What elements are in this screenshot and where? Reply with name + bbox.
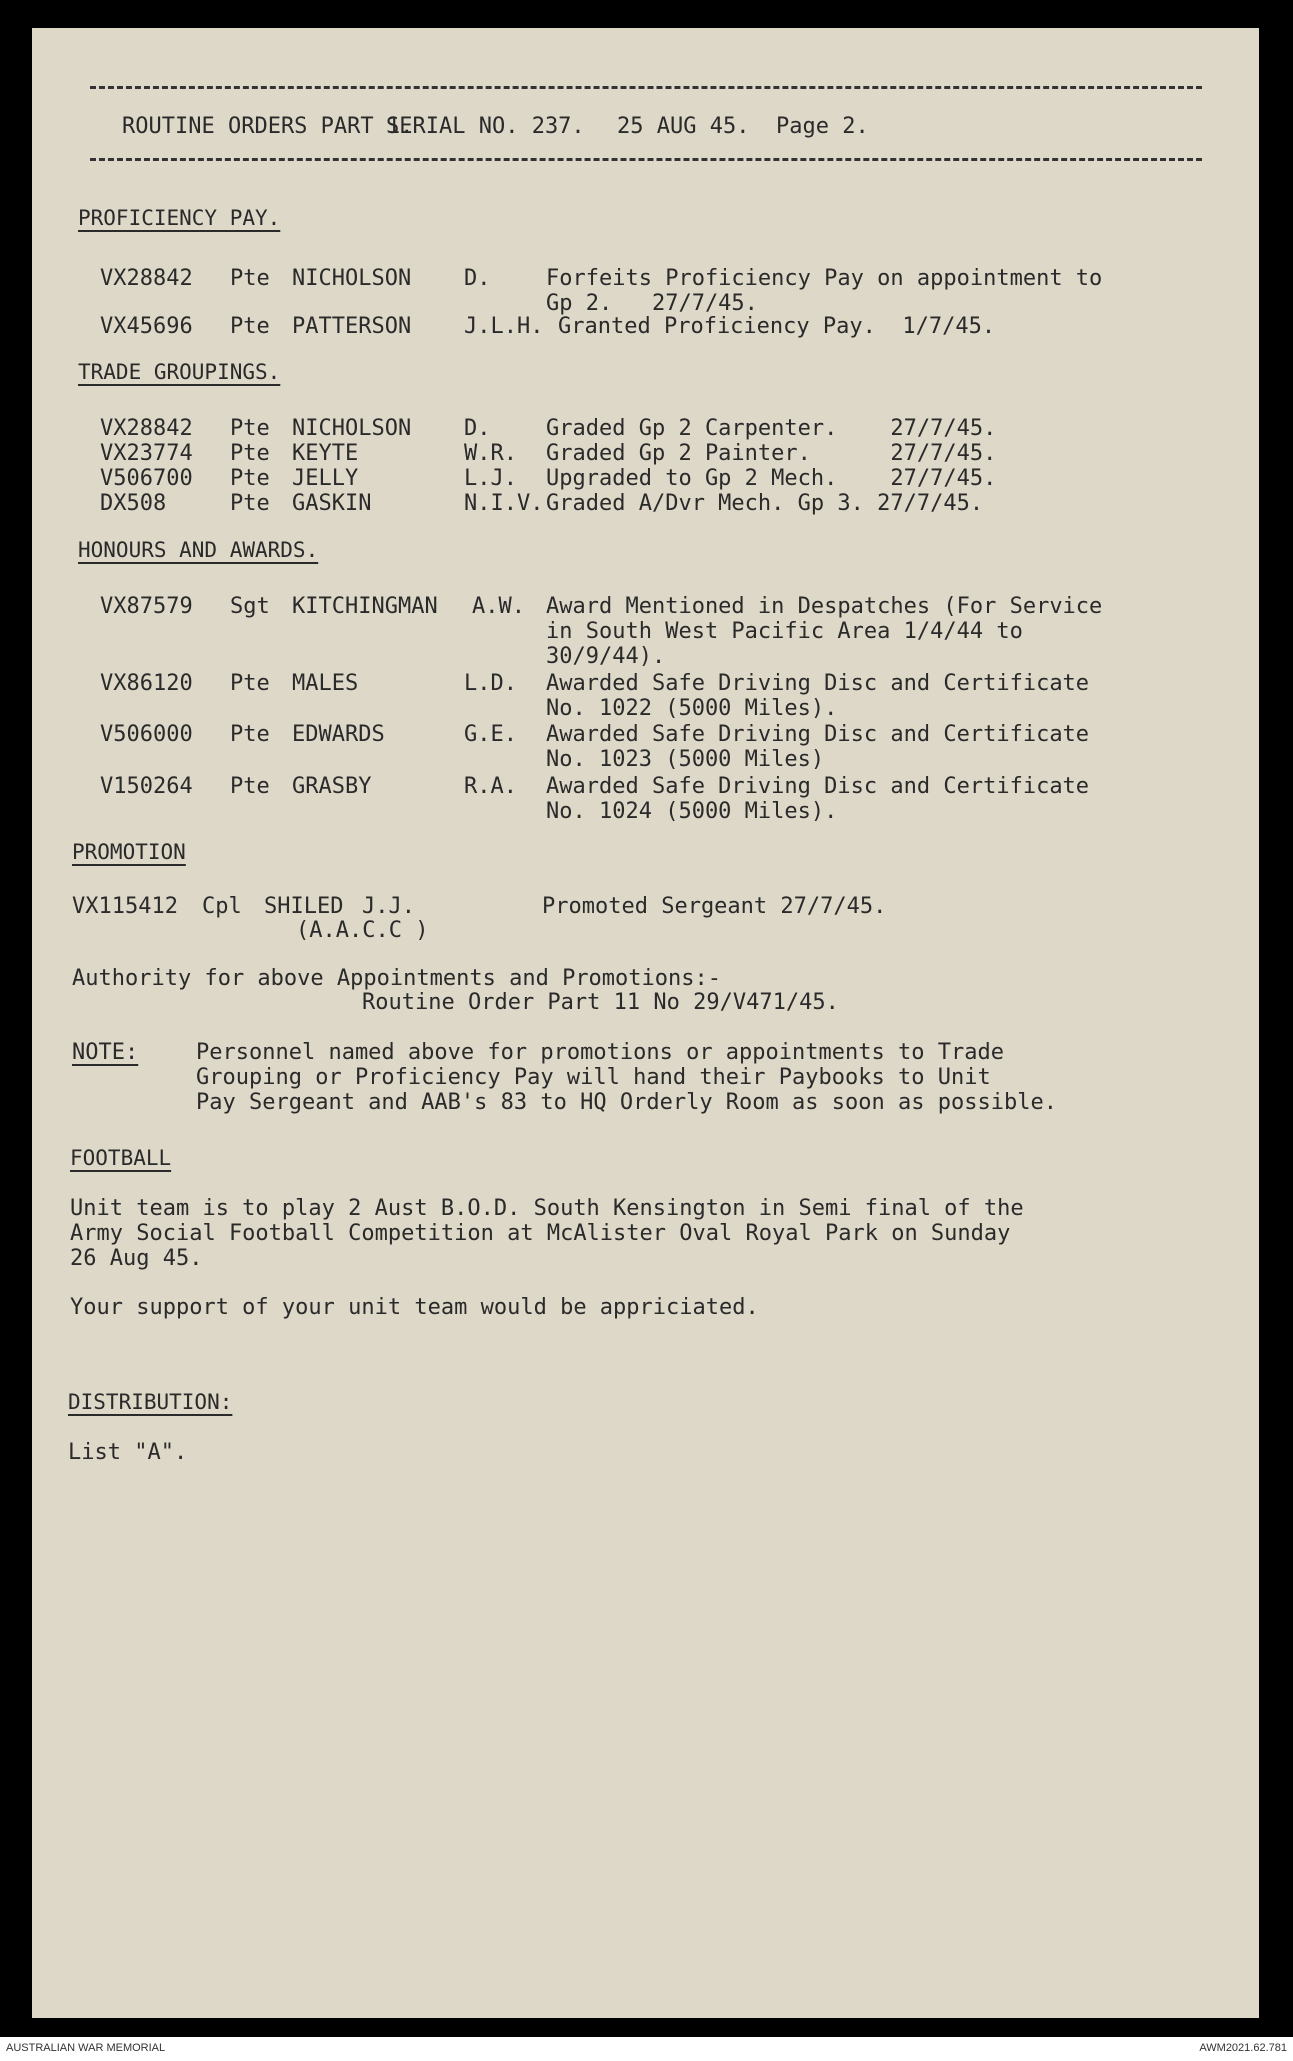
service-number: V506700 [100,466,193,491]
header-bottom-rule [90,158,1202,161]
surname: SHILED [264,894,344,919]
service-number: VX86120 [100,671,193,696]
surname: GASKIN [292,491,372,516]
service-number: V150264 [100,774,193,799]
detail-line: No. 1023 (5000 Miles) [546,747,825,772]
detail-line: No. 1022 (5000 Miles). [546,696,838,721]
surname: JELLY [292,466,359,491]
initials: J.J. [362,894,415,919]
authority-line: Authority for above Appointments and Promotions:- [72,966,722,991]
distribution-list: List "A". [68,1440,188,1465]
archive-reference: AWM2021.62.781 [1199,2042,1287,2054]
surname: MALES [292,671,359,696]
detail-line: No. 1024 (5000 Miles). [546,799,838,824]
document-page [32,28,1259,2018]
initials: L.J. [464,466,517,491]
initials: J.L.H. [464,314,544,339]
header-date: 25 AUG 45. [617,114,750,139]
note-line: Pay Sergeant and AAB's 83 to HQ Orderly Room as soon as possible. [196,1090,1057,1115]
header-part: ROUTINE ORDERS PART 1. [122,114,414,139]
initials: G.E. [464,722,517,747]
detail-line: Award Mentioned in Despatches (For Service [546,594,1103,619]
initials: A.W. [472,594,525,619]
service-number: VX23774 [100,441,193,466]
note-line: Personnel named above for promotions or appointments to Trade [196,1040,1004,1065]
surname: EDWARDS [292,722,385,747]
service-number: VX115412 [72,894,178,919]
section-proficiency-pay: PROFICIENCY PAY. [78,206,281,230]
surname: KITCHINGMAN [292,594,438,619]
section-promotion: PROMOTION [72,840,186,864]
detail-line: Upgraded to Gp 2 Mech. 27/7/45. [546,466,997,491]
rank: Pte [230,671,270,696]
service-number: VX28842 [100,266,193,291]
initials: N.I.V. [464,491,544,516]
football-support: Your support of your unit team would be appriciated. [70,1295,759,1320]
surname: PATTERSON [292,314,412,339]
rank: Pte [230,266,270,291]
football-line: Unit team is to play 2 Aust B.O.D. South Kensington in Semi final of the [70,1196,1024,1221]
initials: D. [464,416,491,441]
note-label: NOTE: [72,1040,139,1065]
detail-line: Awarded Safe Driving Disc and Certificate [546,774,1090,799]
detail-line: Graded Gp 2 Carpenter. 27/7/45. [546,416,997,441]
rank: Pte [230,416,270,441]
service-number: VX87579 [100,594,193,619]
detail-line: Graded Gp 2 Painter. 27/7/45. [546,441,997,466]
detail-line: Promoted Sergeant 27/7/45. [542,894,887,919]
detail-line: Awarded Safe Driving Disc and Certificate [546,722,1090,747]
section-honours-awards: HONOURS AND AWARDS. [78,538,319,562]
surname: NICHOLSON [292,416,412,441]
rank: Pte [230,774,270,799]
section-trade-groupings: TRADE GROUPINGS. [78,360,281,384]
rank: Pte [230,491,270,516]
football-line: 26 Aug 45. [70,1246,203,1271]
initials: D. [464,266,491,291]
header-serial: SERIAL NO. 237. [386,114,585,139]
surname: NICHOLSON [292,266,412,291]
rank: Sgt [230,594,270,619]
authority-reference: Routine Order Part 11 No 29/V471/45. [362,990,839,1015]
rank: Pte [230,722,270,747]
surname: GRASBY [292,774,372,799]
detail-line: in South West Pacific Area 1/4/44 to [546,619,1023,644]
header-page: Page 2. [776,114,869,139]
initials: W.R. [464,441,517,466]
detail-line: Awarded Safe Driving Disc and Certificate [546,671,1090,696]
section-distribution: DISTRIBUTION: [68,1390,233,1414]
surname: KEYTE [292,441,359,466]
rank: Pte [230,466,270,491]
detail-line: Forfeits Proficiency Pay on appointment to [546,266,1103,291]
initials: R.A. [464,774,517,799]
note-line: Grouping or Proficiency Pay will hand their Paybooks to Unit [196,1065,991,1090]
detail-line: Granted Proficiency Pay. 1/7/45. [558,314,996,339]
unit: (A.A.C.C ) [296,918,429,943]
rank: Pte [230,441,270,466]
service-number: DX508 [100,491,167,516]
service-number: VX28842 [100,416,193,441]
header-top-rule [90,86,1202,89]
rank: Cpl [202,894,242,919]
section-football: FOOTBALL [70,1146,172,1170]
football-line: Army Social Football Competition at McAlister Oval Royal Park on Sunday [70,1221,1011,1246]
archive-name: AUSTRALIAN WAR MEMORIAL [6,2042,166,2054]
service-number: V506000 [100,722,193,747]
initials: L.D. [464,671,517,696]
rank: Pte [230,314,270,339]
service-number: VX45696 [100,314,193,339]
detail-line: Gp 2. 27/7/45. [546,291,758,316]
detail-line: Graded A/Dvr Mech. Gp 3. 27/7/45. [546,491,984,516]
archive-footer [0,2037,1293,2061]
detail-line: 30/9/44). [546,644,666,669]
